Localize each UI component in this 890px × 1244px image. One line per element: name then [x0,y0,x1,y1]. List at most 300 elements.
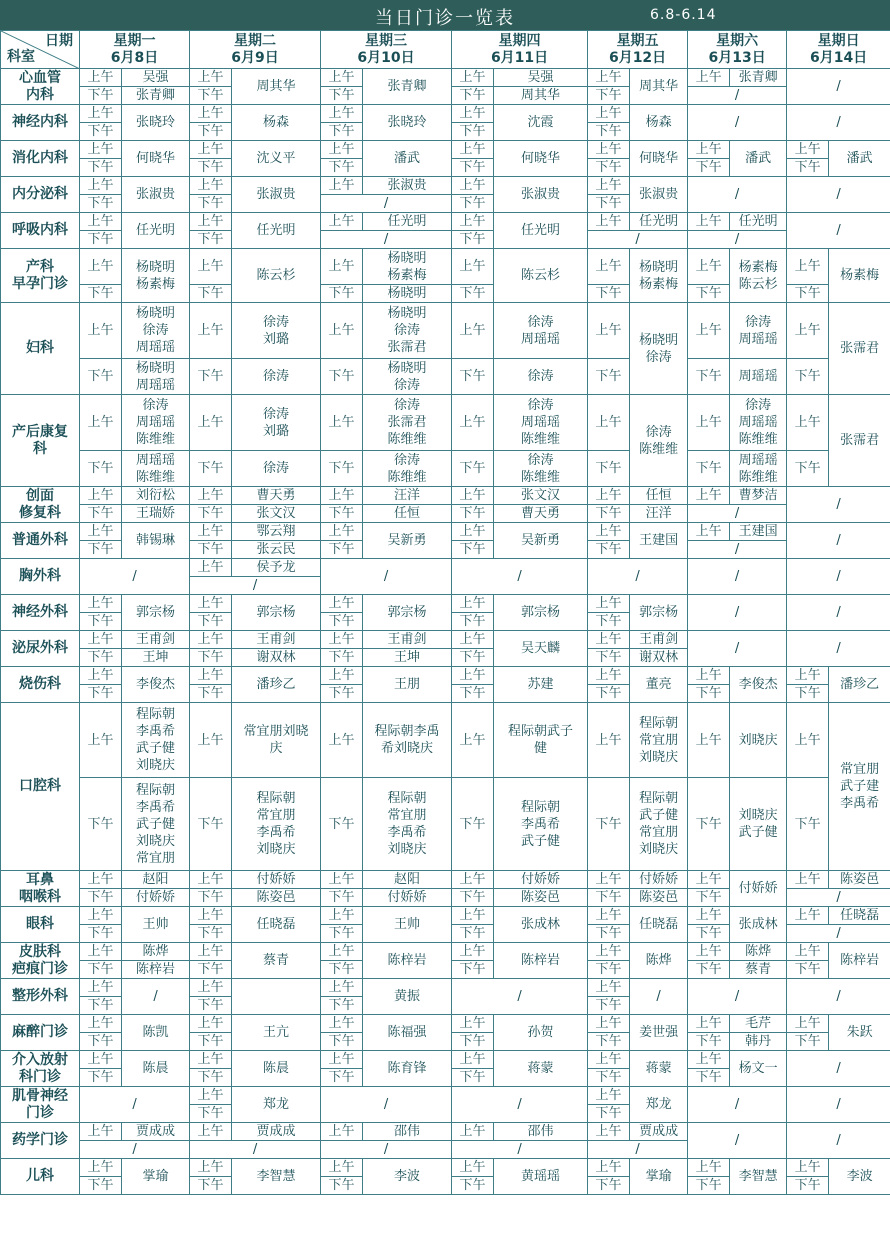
am-label: 上午 [787,1159,829,1177]
am-label: 上午 [588,1015,630,1033]
dept-row-am [1,1015,890,1033]
pm-label: 下午 [588,1177,630,1195]
pm-label: 下午 [452,195,494,213]
doctor-cell: 张淑贵 [232,177,321,213]
doctor-cell: 蒋蒙 [494,1051,588,1087]
doctor-cell: 郑龙 [630,1087,688,1123]
am-label: 上午 [190,69,232,87]
pm-label: 下午 [588,778,630,871]
pm-label: 下午 [321,997,363,1015]
am-label: 上午 [321,979,363,997]
doctor-pm-cell: / [588,231,688,249]
no-clinic-cell: / [688,1123,787,1159]
no-clinic-cell: / [787,105,890,141]
doctor-am-cell: 王甫剑 [363,631,452,649]
pm-label: 下午 [321,778,363,871]
doctor-cell: 陈晨 [122,1051,190,1087]
am-label: 上午 [321,907,363,925]
pm-label: 下午 [321,1069,363,1087]
am-label: 上午 [190,487,232,505]
pm-label: 下午 [321,159,363,177]
am-label: 上午 [321,213,363,231]
doctor-cell: 李智慧 [730,1159,787,1195]
am-label: 上午 [321,871,363,889]
doctor-am-cell: 任光明 [363,213,452,231]
doctor-pm-cell: / [80,1141,190,1159]
pm-label: 下午 [787,359,829,395]
doctor-cell: 何晓华 [122,141,190,177]
am-label: 上午 [787,667,829,685]
am-label: 上午 [321,1159,363,1177]
doctor-cell: 陈福强 [363,1015,452,1051]
doctor-cell: 张霈君 [829,395,890,487]
pm-label: 下午 [321,451,363,487]
pm-label: 下午 [190,451,232,487]
doctor-am-cell: 张文汉 [494,487,588,505]
am-label: 上午 [688,249,730,285]
doctor-am-cell: 邵伟 [494,1123,588,1141]
pm-label: 下午 [190,359,232,395]
doctor-cell: 沈义平 [232,141,321,177]
pm-label: 下午 [80,285,122,303]
department-name: 烧伤科 [1,667,80,703]
pm-label: 下午 [321,961,363,979]
doctor-pm-cell: 谢双林 [232,649,321,667]
doctor-pm-cell: / [190,1141,321,1159]
am-label: 上午 [80,395,122,451]
pm-label: 下午 [190,1033,232,1051]
dept-row-am [1,105,890,123]
doctor-am-cell: 侯予龙 [232,559,321,577]
no-clinic-cell: / [688,1087,787,1123]
pm-label: 下午 [321,123,363,141]
doctor-cell: 张青卿 [363,69,452,105]
doctor-cell: 郭宗杨 [630,595,688,631]
am-label: 上午 [452,631,494,649]
doctor-cell: 朱跃 [829,1015,890,1051]
pm-label: 下午 [190,195,232,213]
am-label: 上午 [190,907,232,925]
doctor-cell: 陈云杉 [232,249,321,303]
doctor-pm-cell: 程际朝 武子健 常宜朋 刘晓庆 [630,778,688,871]
am-label: 上午 [688,69,730,87]
doctor-cell: 沈霞 [494,105,588,141]
doctor-am-cell: 邵伟 [363,1123,452,1141]
am-label: 上午 [80,871,122,889]
no-clinic-cell: / [452,559,588,595]
am-label: 上午 [452,943,494,961]
pm-label: 下午 [190,285,232,303]
doctor-pm-cell: 韩丹 [730,1033,787,1051]
pm-label: 下午 [588,159,630,177]
am-label: 上午 [80,943,122,961]
am-label: 上午 [452,177,494,195]
pm-label: 下午 [688,685,730,703]
no-clinic-cell: / [688,631,787,667]
pm-label: 下午 [588,123,630,141]
doctor-cell: 周其华 [630,69,688,105]
am-label: 上午 [452,303,494,359]
no-clinic-cell: / [787,1087,890,1123]
doctor-pm-cell: 张青卿 [122,87,190,105]
doctor-cell: 掌瑜 [630,1159,688,1195]
pm-label: 下午 [787,685,829,703]
pm-label: 下午 [80,505,122,523]
am-label: 上午 [588,979,630,997]
day-header: 星期日 6月14日 [787,31,890,69]
doctor-cell: 陈梓岩 [829,943,890,979]
doctor-cell: 杨森 [630,105,688,141]
no-clinic-cell: / [452,979,588,1015]
department-name: 神经内科 [1,105,80,141]
doctor-cell: 张霈君 [829,303,890,395]
doctor-am-cell: 任恒 [630,487,688,505]
pm-label: 下午 [787,1033,829,1051]
no-clinic-cell: / [588,559,688,595]
pm-label: 下午 [688,1069,730,1087]
am-label: 上午 [787,703,829,778]
doctor-cell: 杨素梅 陈云杉 [730,249,787,303]
am-label: 上午 [190,213,232,231]
pm-label: 下午 [588,87,630,105]
pm-label: 下午 [80,997,122,1015]
am-label: 上午 [588,523,630,541]
pm-label: 下午 [688,1033,730,1051]
pm-label: 下午 [588,649,630,667]
pm-label: 下午 [321,685,363,703]
doctor-cell: 李俊杰 [122,667,190,703]
doctor-cell: 郭宗杨 [122,595,190,631]
am-label: 上午 [588,487,630,505]
dept-row-am [1,1087,890,1105]
pm-label: 下午 [588,925,630,943]
doctor-am-cell: 贾成成 [232,1123,321,1141]
doctor-am-cell: 任光明 [730,213,787,231]
pm-label: 下午 [452,87,494,105]
pm-label: 下午 [321,505,363,523]
pm-label: 下午 [688,889,730,907]
doctor-cell: 李波 [829,1159,890,1195]
am-label: 上午 [588,595,630,613]
doctor-cell: 陈梓岩 [363,943,452,979]
dept-row-am [1,1159,890,1177]
doctor-cell: 杨晓明 杨素梅 [630,249,688,303]
title-bar [0,0,890,30]
no-clinic-cell: / [321,1087,452,1123]
am-label: 上午 [190,141,232,159]
corner-cell [1,31,80,69]
pm-label: 下午 [588,1069,630,1087]
am-label: 上午 [588,213,630,231]
doctor-pm-cell: 陈姿邑 [630,889,688,907]
pm-label: 下午 [80,195,122,213]
dept-row-am [1,141,890,159]
am-label: 上午 [321,1051,363,1069]
doctor-am-cell: 贾成成 [122,1123,190,1141]
doctor-cell: 何晓华 [494,141,588,177]
doctor-pm-cell: / [688,231,787,249]
pm-label: 下午 [588,285,630,303]
am-label: 上午 [190,303,232,359]
no-clinic-cell: / [688,177,787,213]
department-name: 麻醉门诊 [1,1015,80,1051]
am-label: 上午 [80,69,122,87]
doctor-cell: 张淑贵 [122,177,190,213]
doctor-pm-cell: / [688,87,787,105]
am-label: 上午 [588,105,630,123]
no-clinic-cell: / [321,559,452,595]
doctor-cell: 陈育锋 [363,1051,452,1087]
am-label: 上午 [321,703,363,778]
pm-label: 下午 [452,159,494,177]
am-label: 上午 [80,487,122,505]
pm-label: 下午 [787,285,829,303]
dept-row-am [1,69,890,87]
doctor-cell: 郑龙 [232,1087,321,1123]
am-label: 上午 [80,979,122,997]
am-label: 上午 [190,177,232,195]
pm-label: 下午 [321,925,363,943]
doctor-pm-cell: 刘晓庆 武子健 [730,778,787,871]
doctor-pm-cell: 王坤 [122,649,190,667]
doctor-am-cell: 程际朝李禹 希刘晓庆 [363,703,452,778]
no-clinic-cell: / [787,177,890,213]
dept-row-am [1,177,890,195]
doctor-am-cell: 徐涛 周瑶瑶 陈维维 [494,395,588,451]
pm-label: 下午 [321,649,363,667]
am-label: 上午 [588,631,630,649]
am-label: 上午 [787,303,829,359]
am-label: 上午 [588,1051,630,1069]
pm-label: 下午 [321,1177,363,1195]
am-label: 上午 [80,1123,122,1141]
am-label: 上午 [80,631,122,649]
am-label: 上午 [190,703,232,778]
doctor-cell: 张晓玲 [122,105,190,141]
doctor-pm-cell: 付娇娇 [122,889,190,907]
pm-label: 下午 [321,889,363,907]
doctor-am-cell: 王甫剑 [232,631,321,649]
department-name: 神经外科 [1,595,80,631]
am-label: 上午 [452,667,494,685]
doctor-cell: 徐涛 陈维维 [630,395,688,487]
doctor-cell: 潘珍乙 [232,667,321,703]
am-label: 上午 [190,1087,232,1105]
am-label: 上午 [190,1123,232,1141]
am-label: 上午 [80,703,122,778]
doctor-am-cell: 徐涛 周瑶瑶 陈维维 [730,395,787,451]
pm-label: 下午 [688,451,730,487]
doctor-pm-cell: / [452,1141,588,1159]
am-label: 上午 [190,631,232,649]
doctor-am-cell: 王建国 [730,523,787,541]
am-label: 上午 [190,523,232,541]
am-label: 上午 [588,871,630,889]
am-label: 上午 [321,523,363,541]
no-clinic-cell: / [688,595,787,631]
doctor-cell: 杨晓明 杨素梅 [122,249,190,303]
doctor-am-cell: 徐涛 周瑶瑶 陈维维 [122,395,190,451]
am-label: 上午 [80,1015,122,1033]
doctor-pm-cell: 陈梓岩 [122,961,190,979]
pm-label: 下午 [588,1033,630,1051]
doctor-am-cell: 程际朝武子 健 [494,703,588,778]
am-label: 上午 [688,1159,730,1177]
doctor-cell: 陈梓岩 [494,943,588,979]
am-label: 上午 [688,213,730,231]
am-label: 上午 [80,303,122,359]
doctor-cell: 孙贺 [494,1015,588,1051]
doctor-cell: 常宜朋 武子建 李禹希 [829,703,890,871]
pm-label: 下午 [190,961,232,979]
no-clinic-cell: / [787,979,890,1015]
am-label: 上午 [688,303,730,359]
doctor-am-cell: 张青卿 [730,69,787,87]
doctor-pm-cell: 付娇娇 [363,889,452,907]
am-label: 上午 [688,395,730,451]
am-label: 上午 [80,667,122,685]
doctor-am-cell: 王甫剑 [122,631,190,649]
doctor-cell: 潘武 [363,141,452,177]
no-clinic-cell: / [787,631,890,667]
pm-label: 下午 [787,451,829,487]
pm-label: 下午 [588,685,630,703]
am-label: 上午 [80,141,122,159]
pm-label: 下午 [588,505,630,523]
no-clinic-cell: / [787,1123,890,1159]
doctor-pm-cell: 汪洋 [630,505,688,523]
department-name: 消化内科 [1,141,80,177]
pm-label: 下午 [588,613,630,631]
am-label: 上午 [190,871,232,889]
doctor-pm-cell: 任恒 [363,505,452,523]
dept-row-am [1,703,890,778]
department-name: 泌尿外科 [1,631,80,667]
doctor-pm-cell: 杨晓明 徐涛 [363,359,452,395]
doctor-cell: 陈烨 [630,943,688,979]
department-name: 产后康复 科 [1,395,80,487]
am-label: 上午 [588,69,630,87]
doctor-cell: 任晓磊 [630,907,688,943]
am-label: 上午 [787,1015,829,1033]
pm-label: 下午 [321,285,363,303]
doctor-am-cell: 任晓磊 [829,907,890,925]
am-label: 上午 [321,667,363,685]
doctor-cell: 周其华 [232,69,321,105]
dept-row-am [1,943,890,961]
pm-label: 下午 [80,123,122,141]
am-label: 上午 [190,559,232,577]
am-label: 上午 [190,595,232,613]
doctor-pm-cell: 徐涛 陈维维 [363,451,452,487]
pm-label: 下午 [588,451,630,487]
doctor-am-cell: 毛芹 [730,1015,787,1033]
am-label: 上午 [452,487,494,505]
doctor-cell: / [122,979,190,1015]
doctor-am-cell: 刘晓庆 [730,703,787,778]
doctor-am-cell: 杨晓明 徐涛 张霈君 [363,303,452,359]
doctor-pm-cell: 周瑶瑶 陈维维 [122,451,190,487]
am-label: 上午 [688,907,730,925]
date-range: 6.8-6.14 [650,7,717,23]
doctor-pm-cell: 张云民 [232,541,321,559]
pm-label: 下午 [190,1069,232,1087]
doctor-am-cell: 付娇娇 [232,871,321,889]
am-label: 上午 [452,703,494,778]
pm-label: 下午 [80,1177,122,1195]
pm-label: 下午 [452,961,494,979]
am-label: 上午 [688,943,730,961]
am-label: 上午 [452,1051,494,1069]
pm-label: 下午 [190,649,232,667]
no-clinic-cell: / [787,213,890,249]
am-label: 上午 [588,395,630,451]
doctor-am-cell: 刘衍松 [122,487,190,505]
doctor-cell: 潘武 [829,141,890,177]
doctor-cell: 陈凯 [122,1015,190,1051]
doctor-cell: 潘珍乙 [829,667,890,703]
doctor-cell: 蔡青 [232,943,321,979]
pm-label: 下午 [190,925,232,943]
no-clinic-cell: / [787,69,890,105]
pm-label: 下午 [452,925,494,943]
dept-row-am [1,559,890,577]
doctor-am-cell: 付娇娇 [494,871,588,889]
pm-label: 下午 [452,1177,494,1195]
am-label: 上午 [321,395,363,451]
pm-label: 下午 [190,123,232,141]
am-label: 上午 [688,487,730,505]
am-label: 上午 [80,105,122,123]
department-name: 口腔科 [1,703,80,871]
pm-label: 下午 [190,541,232,559]
doctor-am-cell: 贾成成 [630,1123,688,1141]
doctor-cell [232,979,321,1015]
department-name: 普通外科 [1,523,80,559]
header-row [1,31,890,69]
doctor-am-cell: 常宜朋刘晓 庆 [232,703,321,778]
am-label: 上午 [80,249,122,285]
am-label: 上午 [787,907,829,925]
doctor-cell: 姜世强 [630,1015,688,1051]
doctor-cell: 李智慧 [232,1159,321,1195]
pm-label: 下午 [80,541,122,559]
am-label: 上午 [452,105,494,123]
am-label: 上午 [588,303,630,359]
doctor-pm-cell: 徐涛 [232,359,321,395]
doctor-am-cell: 徐涛 周瑶瑶 [730,303,787,359]
am-label: 上午 [321,487,363,505]
department-name: 耳鼻 咽喉科 [1,871,80,907]
dept-row-am [1,667,890,685]
am-label: 上午 [190,1159,232,1177]
am-label: 上午 [190,979,232,997]
doctor-cell: 张成林 [730,907,787,943]
no-clinic-cell: / [452,1087,588,1123]
am-label: 上午 [190,1051,232,1069]
doctor-am-cell: 杨晓明 杨素梅 [363,249,452,285]
doctor-cell: 任光明 [122,213,190,249]
department-name: 心血管 内科 [1,69,80,105]
department-name: 内分泌科 [1,177,80,213]
doctor-cell: 潘武 [730,141,787,177]
pm-label: 下午 [190,505,232,523]
am-label: 上午 [588,177,630,195]
am-label: 上午 [588,249,630,285]
pm-label: 下午 [80,1069,122,1087]
day-header: 星期五 6月12日 [588,31,688,69]
no-clinic-cell: / [787,523,890,559]
